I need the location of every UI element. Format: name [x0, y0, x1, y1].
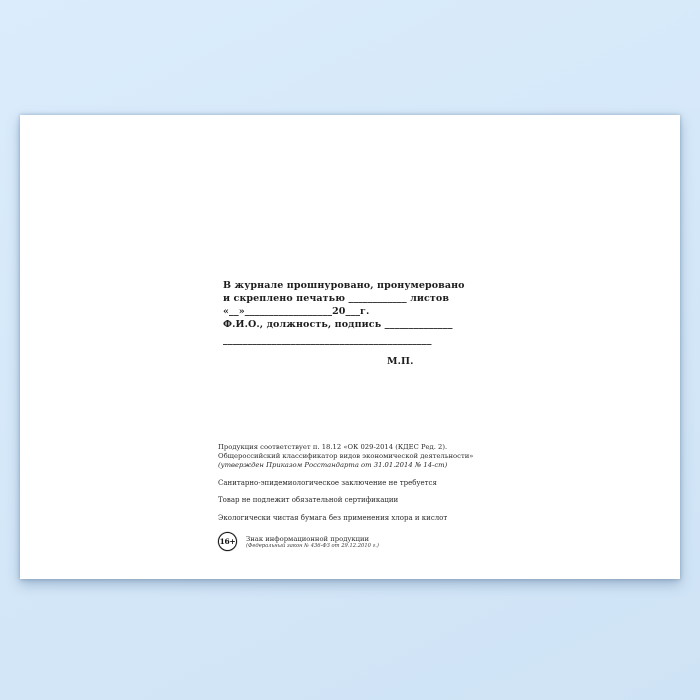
signature-rule-line: ___________________________________________: [223, 335, 432, 346]
compliance-item: Санитарно-эпидемиологическое заключение не требуется: [218, 478, 437, 487]
compliance-paragraph-line: Продукция соответствует п. 18.12 «ОК 029-2014 (КДЕС Ред. 2).: [218, 443, 448, 451]
journal-back-page-sheet: [20, 115, 680, 579]
age-rating-subtitle: (Федеральный закон № 436-ФЗ от 29.12.2010 г.): [246, 542, 379, 549]
compliance-paragraph: [218, 443, 478, 470]
certification-line: «__»__________________20___г.: [223, 306, 370, 317]
age-16-plus-icon: 16+: [218, 532, 237, 551]
certification-block: [223, 279, 465, 368]
certification-line: Ф.И.О., должность, подпись ______________: [223, 319, 453, 330]
certification-line: и скреплено печатью ____________ листов: [223, 293, 450, 304]
age-rating-title: Знак информационной продукции: [246, 534, 370, 543]
age-rating-texts: [246, 532, 379, 550]
compliance-paragraph-line: (утвержден Приказом Росстандарта от 31.01.2014 № 14-ст): [218, 461, 448, 469]
age-rating-row: [218, 532, 478, 551]
compliance-item: Экологически чистая бумага без применения хлора и кислот: [218, 513, 448, 522]
stamp-place-abbreviation: М.П.: [387, 356, 414, 367]
compliance-block: [218, 443, 478, 551]
compliance-paragraph-line: Общероссийский классификатор видов экономической деятельности»: [218, 452, 474, 460]
compliance-item: Товар не подлежит обязательной сертификации: [218, 496, 399, 504]
certification-line: В журнале прошнуровано, пронумеровано: [223, 280, 465, 291]
